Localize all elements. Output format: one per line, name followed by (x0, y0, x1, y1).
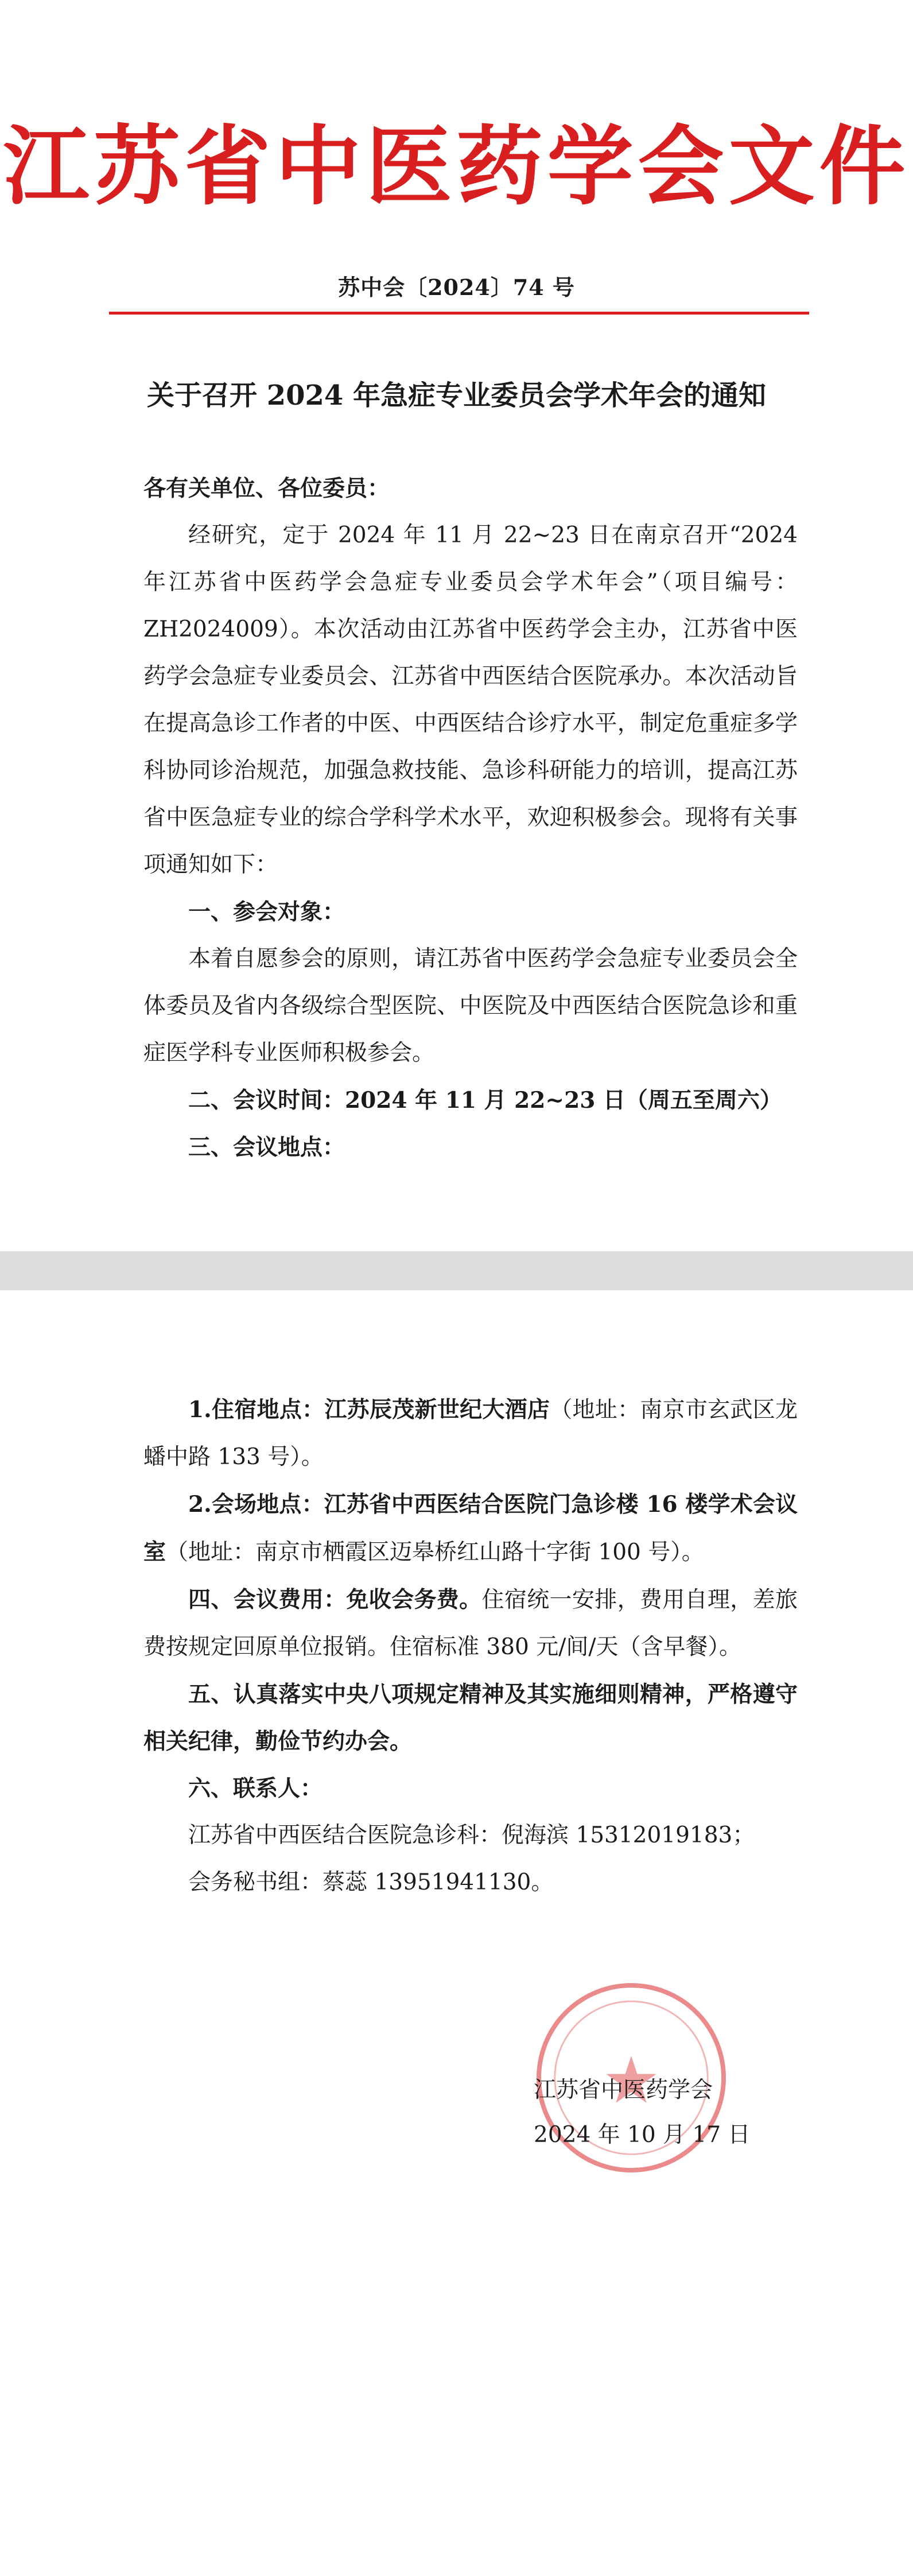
fee-text: 住宿统一安排，费用自理，差旅费按规定回原单位报销。住宿标准 380 元/间/天（含早餐）。 (143, 1587, 798, 1660)
notice-body-part-1 (143, 465, 798, 1171)
fee-label: 四、会议费用：免收会务费。 (188, 1586, 482, 1613)
venue-label: 2.会场地点：江苏省中西医结合医院门急诊楼 16 楼学术会议室 (143, 1491, 798, 1565)
contact-1: 江苏省中西医结合医院急诊科：倪海滨 15312019183； (188, 1822, 755, 1848)
lodging-address: （地址：南京市玄武区龙蟠中路 133 号）。 (143, 1397, 798, 1470)
section-5-discipline: 五、认真落实中央八项规定精神及其实施细则精神，严格遵守相关纪律，勤俭节约办会。 (143, 1681, 798, 1755)
salutation: 各有关单位、各位委员： (143, 475, 390, 502)
section-6-heading: 六、联系人： (188, 1775, 323, 1802)
venue-item (143, 1481, 798, 1576)
venue-address: （地址：南京市栖霞区迈皋桥红山路十字街 100 号）。 (166, 1539, 704, 1565)
signing-date: 2024 年 10 月 17 日 (534, 2122, 751, 2148)
document-header-title: 江苏省中医药学会文件 (3, 116, 910, 217)
section-1-heading: 一、参会对象： (188, 899, 345, 925)
contact-2: 会务秘书组：蔡蕊 13951941130。 (188, 1869, 554, 1895)
notice-title: 关于召开 2024 年急症专业委员会学术年会的通知 (146, 379, 767, 412)
section-1-text: 本着自愿参会的原则，请江苏省中医药学会急症专业委员会全体委员及省内各级综合型医院、中医院及中西医结合医院急诊和重症医学科专业医师积极参会。 (143, 946, 798, 1066)
document-page-1 (0, 0, 913, 1251)
lodging-label: 1.住宿地点：江苏辰茂新世纪大酒店 (188, 1396, 550, 1423)
lodging-item (143, 1386, 798, 1481)
notice-body-part-2 (143, 1386, 798, 1906)
section-4-fee (143, 1576, 798, 1671)
section-2-meeting-time: 二、会议时间：2024 年 11 月 22~23 日（周五至周六） (188, 1087, 782, 1114)
header-divider (109, 312, 809, 315)
section-3-heading: 三、会议地点： (188, 1134, 345, 1161)
document-number: 苏中会〔2024〕74 号 (338, 274, 575, 300)
intro-paragraph: 经研究，定于 2024 年 11 月 22~23 日在南京召开“2024 年江苏省中医药学会急症专业委员会学术年会”（项目编号：ZH2024009）。本次活动由江苏省中医药学会主办，江苏省中医药学会急症专业委员会、江苏省中西医结合医院承办。本次活动旨在提高急诊工作者的中医、中西医结合诊疗水平，制定危重症多学科协同诊治规范，加强急救技能、急诊科研能力的培训，提高江苏省中医急症专业的综合学科学术水平，欢迎积极参会。现将有关事项通知如下： (143, 522, 798, 878)
signer-organization: 江苏省中医药学会 (534, 2077, 713, 2103)
